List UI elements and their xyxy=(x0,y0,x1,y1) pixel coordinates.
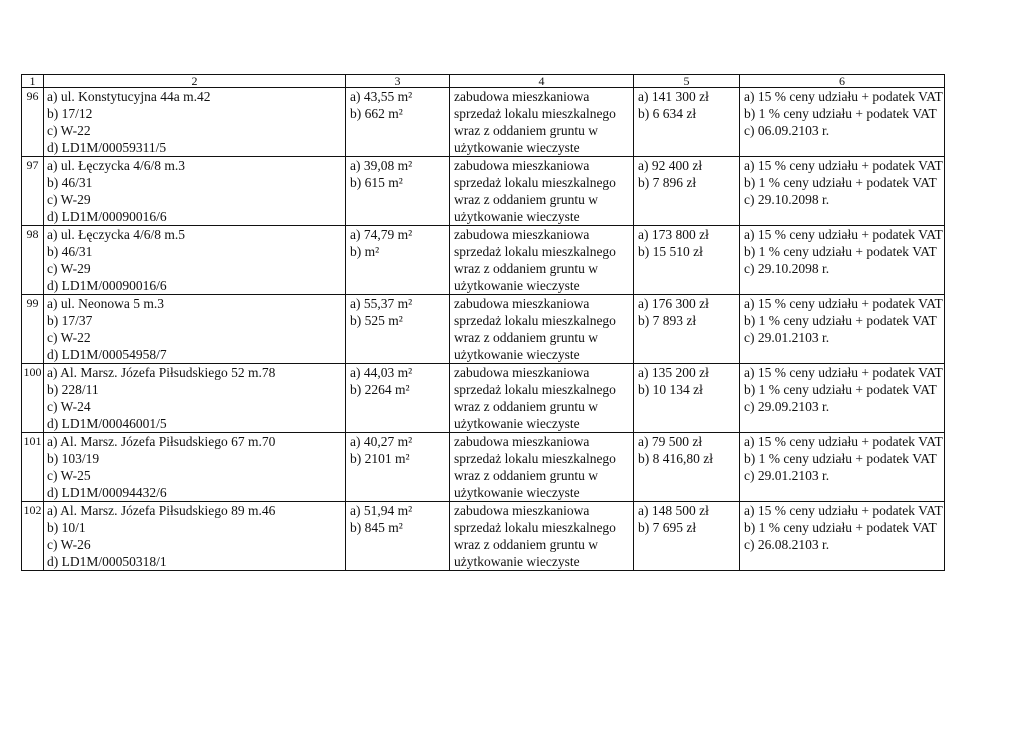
cell-line xyxy=(350,536,449,553)
location-cell xyxy=(44,226,346,295)
cell-line xyxy=(638,553,739,570)
cell-line: a) 15 % ceny udziału + podatek VAT xyxy=(744,296,943,311)
cell-line: wraz z oddaniem gruntu w xyxy=(454,537,598,552)
cell-line: wraz z oddaniem gruntu w xyxy=(454,330,598,345)
cell-line xyxy=(350,553,449,570)
cell-line: c) 29.10.2098 r. xyxy=(744,261,830,276)
cell-line xyxy=(350,467,449,484)
cell-line: b) 46/31 xyxy=(47,244,93,259)
cell-line: c) 29.01.2103 r. xyxy=(744,330,830,345)
area-cell xyxy=(346,157,450,226)
table-body xyxy=(22,75,945,571)
property-table xyxy=(21,74,945,571)
cell-line: użytkowanie wieczyste xyxy=(454,140,580,155)
cell-line: a) 40,27 m² xyxy=(350,434,413,449)
purpose-cell xyxy=(450,88,634,157)
header-cell-6: 6 xyxy=(740,75,945,88)
cell-line: a) 79 500 zł xyxy=(638,434,703,449)
table-row xyxy=(22,88,945,157)
terms-cell xyxy=(740,157,945,226)
row-number: 97 xyxy=(22,157,44,226)
cell-line xyxy=(638,346,739,363)
cell-line: sprzedaż lokalu mieszkalnego xyxy=(454,313,616,328)
cell-line: b) 17/12 xyxy=(47,106,93,121)
table-row xyxy=(22,157,945,226)
cell-line: b) 2264 m² xyxy=(350,382,410,397)
cell-line xyxy=(350,346,449,363)
cell-line: a) 148 500 zł xyxy=(638,503,709,518)
cell-line xyxy=(350,484,449,501)
cell-line: sprzedaż lokalu mieszkalnego xyxy=(454,175,616,190)
cell-line: c) 29.10.2098 r. xyxy=(744,192,830,207)
location-cell xyxy=(44,295,346,364)
cell-line: wraz z oddaniem gruntu w xyxy=(454,399,598,414)
cell-line xyxy=(638,415,739,432)
cell-line: a) 135 200 zł xyxy=(638,365,709,380)
price-cell xyxy=(634,433,740,502)
cell-line xyxy=(350,329,449,346)
cell-line: d) LD1M/00050318/1 xyxy=(47,554,167,569)
cell-line: a) Al. Marsz. Józefa Piłsudskiego 67 m.70 xyxy=(47,434,276,449)
terms-cell xyxy=(740,433,945,502)
cell-line xyxy=(350,398,449,415)
cell-line xyxy=(350,277,449,294)
cell-line xyxy=(350,122,449,139)
terms-cell xyxy=(740,364,945,433)
table-row xyxy=(22,502,945,571)
cell-line xyxy=(638,139,739,156)
cell-line: b) 7 893 zł xyxy=(638,313,697,328)
cell-line: c) 29.09.2103 r. xyxy=(744,399,830,414)
cell-line: d) LD1M/00090016/6 xyxy=(47,209,167,224)
cell-line: c) W-26 xyxy=(47,537,91,552)
cell-line xyxy=(744,346,944,363)
row-number: 101 xyxy=(22,433,44,502)
table-row xyxy=(22,364,945,433)
cell-line: a) 176 300 zł xyxy=(638,296,709,311)
cell-line: a) 15 % ceny udziału + podatek VAT xyxy=(744,365,943,380)
terms-cell xyxy=(740,226,945,295)
cell-line: b) 6 634 zł xyxy=(638,106,697,121)
cell-line: a) 173 800 zł xyxy=(638,227,709,242)
cell-line: a) Al. Marsz. Józefa Piłsudskiego 52 m.78 xyxy=(47,365,276,380)
cell-line: użytkowanie wieczyste xyxy=(454,278,580,293)
cell-line: zabudowa mieszkaniowa xyxy=(454,296,590,311)
cell-line: a) 43,55 m² xyxy=(350,89,413,104)
table-row xyxy=(22,226,945,295)
cell-line: b) 46/31 xyxy=(47,175,93,190)
location-cell xyxy=(44,364,346,433)
location-cell xyxy=(44,88,346,157)
cell-line: a) 51,94 m² xyxy=(350,503,413,518)
purpose-cell xyxy=(450,157,634,226)
cell-line: b) 10 134 zł xyxy=(638,382,703,397)
cell-line: wraz z oddaniem gruntu w xyxy=(454,192,598,207)
cell-line: a) 15 % ceny udziału + podatek VAT xyxy=(744,89,943,104)
cell-line: b) 17/37 xyxy=(47,313,93,328)
header-cell-2: 2 xyxy=(44,75,346,88)
table-row xyxy=(22,433,945,502)
cell-line: b) 662 m² xyxy=(350,106,403,121)
cell-line: c) W-29 xyxy=(47,261,91,276)
purpose-cell xyxy=(450,295,634,364)
cell-line: d) LD1M/00059311/5 xyxy=(47,140,167,155)
terms-cell xyxy=(740,502,945,571)
terms-cell xyxy=(740,88,945,157)
cell-line: a) ul. Neonowa 5 m.3 xyxy=(47,296,164,311)
cell-line: zabudowa mieszkaniowa xyxy=(454,227,590,242)
cell-line: a) 15 % ceny udziału + podatek VAT xyxy=(744,227,943,242)
cell-line: b) 103/19 xyxy=(47,451,100,466)
cell-line xyxy=(638,191,739,208)
cell-line: b) m² xyxy=(350,244,380,259)
header-cell-4: 4 xyxy=(450,75,634,88)
cell-line xyxy=(350,191,449,208)
cell-line: b) 10/1 xyxy=(47,520,86,535)
cell-line: a) ul. Łęczycka 4/6/8 m.5 xyxy=(47,227,185,242)
cell-line: a) 55,37 m² xyxy=(350,296,413,311)
header-row xyxy=(22,75,945,88)
cell-line: a) 141 300 zł xyxy=(638,89,709,104)
cell-line xyxy=(744,484,944,501)
purpose-cell xyxy=(450,433,634,502)
cell-line: użytkowanie wieczyste xyxy=(454,347,580,362)
cell-line: sprzedaż lokalu mieszkalnego xyxy=(454,520,616,535)
cell-line xyxy=(350,139,449,156)
cell-line: b) 1 % ceny udziału + podatek VAT xyxy=(744,175,937,190)
row-number: 96 xyxy=(22,88,44,157)
cell-line: b) 7 695 zł xyxy=(638,520,697,535)
cell-line xyxy=(638,329,739,346)
cell-line xyxy=(638,536,739,553)
cell-line: c) W-22 xyxy=(47,123,91,138)
cell-line xyxy=(638,398,739,415)
cell-line: a) 74,79 m² xyxy=(350,227,413,242)
cell-line xyxy=(744,277,944,294)
area-cell xyxy=(346,88,450,157)
cell-line: sprzedaż lokalu mieszkalnego xyxy=(454,106,616,121)
price-cell xyxy=(634,88,740,157)
area-cell xyxy=(346,502,450,571)
terms-cell xyxy=(740,295,945,364)
cell-line: użytkowanie wieczyste xyxy=(454,209,580,224)
cell-line xyxy=(350,415,449,432)
cell-line: użytkowanie wieczyste xyxy=(454,416,580,431)
cell-line: b) 1 % ceny udziału + podatek VAT xyxy=(744,520,937,535)
header-cell-3: 3 xyxy=(346,75,450,88)
cell-line: b) 845 m² xyxy=(350,520,403,535)
cell-line: zabudowa mieszkaniowa xyxy=(454,503,590,518)
cell-line xyxy=(638,208,739,225)
cell-line: a) 15 % ceny udziału + podatek VAT xyxy=(744,434,943,449)
purpose-cell xyxy=(450,226,634,295)
area-cell xyxy=(346,364,450,433)
cell-line xyxy=(350,260,449,277)
cell-line xyxy=(744,139,944,156)
cell-line: c) 06.09.2103 r. xyxy=(744,123,830,138)
location-cell xyxy=(44,502,346,571)
area-cell xyxy=(346,226,450,295)
cell-line xyxy=(638,277,739,294)
cell-line: b) 1 % ceny udziału + podatek VAT xyxy=(744,451,937,466)
price-cell xyxy=(634,295,740,364)
cell-line: b) 525 m² xyxy=(350,313,403,328)
cell-line: a) Al. Marsz. Józefa Piłsudskiego 89 m.46 xyxy=(47,503,276,518)
cell-line: a) 39,08 m² xyxy=(350,158,413,173)
cell-line: a) 15 % ceny udziału + podatek VAT xyxy=(744,503,943,518)
location-cell xyxy=(44,157,346,226)
cell-line: c) W-22 xyxy=(47,330,91,345)
cell-line: użytkowanie wieczyste xyxy=(454,485,580,500)
cell-line: c) W-24 xyxy=(47,399,91,414)
cell-line: zabudowa mieszkaniowa xyxy=(454,365,590,380)
cell-line: c) W-29 xyxy=(47,192,91,207)
table-row xyxy=(22,295,945,364)
cell-line: d) LD1M/00090016/6 xyxy=(47,278,167,293)
cell-line: b) 615 m² xyxy=(350,175,403,190)
cell-line xyxy=(638,260,739,277)
cell-line: sprzedaż lokalu mieszkalnego xyxy=(454,451,616,466)
cell-line: b) 8 416,80 zł xyxy=(638,451,713,466)
cell-line: b) 1 % ceny udziału + podatek VAT xyxy=(744,382,937,397)
cell-line: b) 1 % ceny udziału + podatek VAT xyxy=(744,106,937,121)
cell-line: b) 7 896 zł xyxy=(638,175,697,190)
cell-line: b) 1 % ceny udziału + podatek VAT xyxy=(744,313,937,328)
cell-line: d) LD1M/00094432/6 xyxy=(47,485,167,500)
cell-line: c) 29.01.2103 r. xyxy=(744,468,830,483)
cell-line: sprzedaż lokalu mieszkalnego xyxy=(454,244,616,259)
cell-line xyxy=(638,484,739,501)
area-cell xyxy=(346,295,450,364)
cell-line: wraz z oddaniem gruntu w xyxy=(454,261,598,276)
cell-line: b) 15 510 zł xyxy=(638,244,703,259)
cell-line: a) 15 % ceny udziału + podatek VAT xyxy=(744,158,943,173)
cell-line: b) 1 % ceny udziału + podatek VAT xyxy=(744,244,937,259)
cell-line xyxy=(744,415,944,432)
cell-line: wraz z oddaniem gruntu w xyxy=(454,468,598,483)
cell-line xyxy=(638,467,739,484)
row-number: 100 xyxy=(22,364,44,433)
price-cell xyxy=(634,364,740,433)
cell-line: zabudowa mieszkaniowa xyxy=(454,158,590,173)
cell-line xyxy=(638,122,739,139)
location-cell xyxy=(44,433,346,502)
cell-line xyxy=(744,208,944,225)
header-cell-1: 1 xyxy=(22,75,44,88)
cell-line: a) ul. Łęczycka 4/6/8 m.3 xyxy=(47,158,185,173)
purpose-cell xyxy=(450,502,634,571)
cell-line: zabudowa mieszkaniowa xyxy=(454,434,590,449)
row-number: 102 xyxy=(22,502,44,571)
cell-line: c) W-25 xyxy=(47,468,91,483)
cell-line: wraz z oddaniem gruntu w xyxy=(454,123,598,138)
price-cell xyxy=(634,226,740,295)
cell-line: sprzedaż lokalu mieszkalnego xyxy=(454,382,616,397)
price-cell xyxy=(634,502,740,571)
cell-line: b) 228/11 xyxy=(47,382,99,397)
cell-line: d) LD1M/00046001/5 xyxy=(47,416,167,431)
row-number: 98 xyxy=(22,226,44,295)
purpose-cell xyxy=(450,364,634,433)
cell-line: d) LD1M/00054958/7 xyxy=(47,347,167,362)
row-number: 99 xyxy=(22,295,44,364)
cell-line: użytkowanie wieczyste xyxy=(454,554,580,569)
cell-line: a) 92 400 zł xyxy=(638,158,703,173)
cell-line: b) 2101 m² xyxy=(350,451,410,466)
cell-line xyxy=(744,553,944,570)
price-cell xyxy=(634,157,740,226)
cell-line xyxy=(350,208,449,225)
area-cell xyxy=(346,433,450,502)
cell-line: a) 44,03 m² xyxy=(350,365,413,380)
cell-line: a) ul. Konstytucyjna 44a m.42 xyxy=(47,89,211,104)
cell-line: c) 26.08.2103 r. xyxy=(744,537,830,552)
header-cell-5: 5 xyxy=(634,75,740,88)
cell-line: zabudowa mieszkaniowa xyxy=(454,89,590,104)
